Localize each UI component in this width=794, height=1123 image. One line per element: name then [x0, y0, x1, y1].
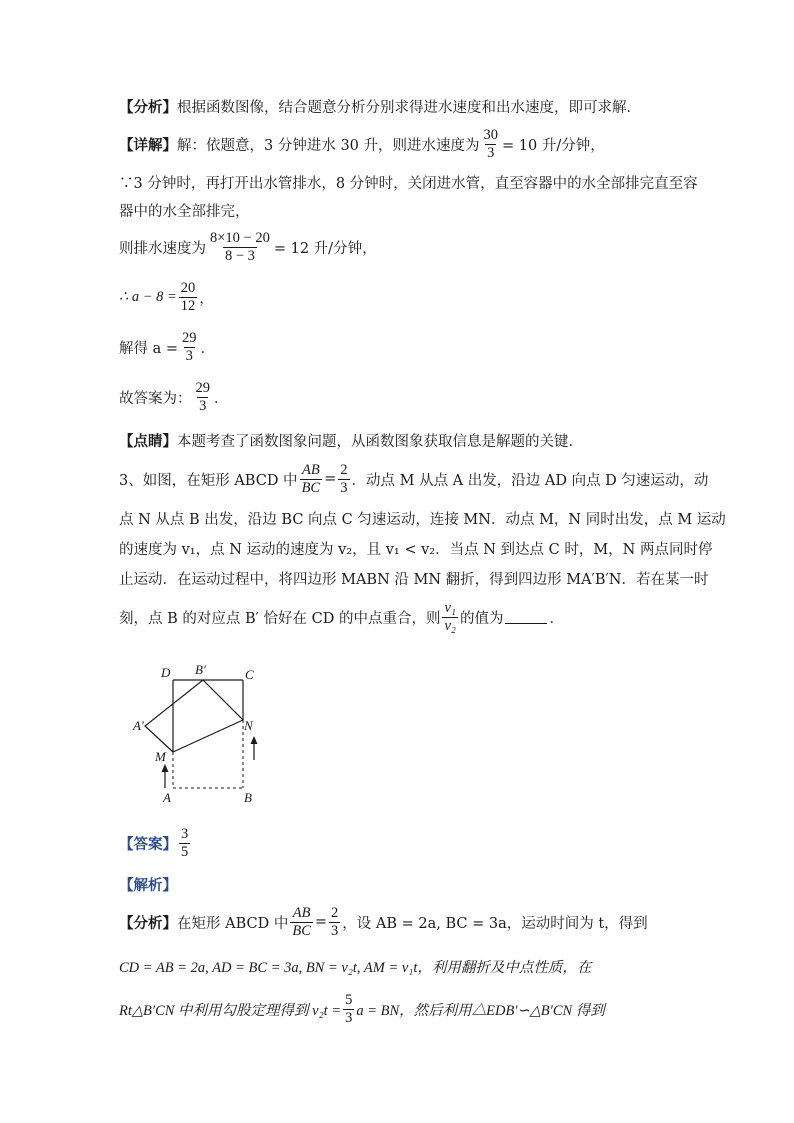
fraction-numerator: AB — [301, 462, 320, 478]
fraction-numerator: 29 — [182, 330, 197, 346]
solution-heading — [119, 874, 177, 895]
text: 解得 a = — [119, 340, 179, 357]
text: = 12 升/分钟， — [273, 240, 377, 257]
question-line — [119, 568, 709, 589]
text: ∵3 分钟时，再打开出水管排水，8 分钟时，关闭进水管，直至容器中的水全部排完直至容 — [119, 176, 698, 192]
text: 故答案为： — [119, 390, 192, 407]
label-Bprime: B′ — [195, 662, 206, 677]
fraction — [208, 230, 272, 264]
analysis-tag: 【分析】 — [119, 914, 177, 932]
geometry-figure — [125, 660, 275, 810]
answer-tag: 【答案】 — [119, 835, 177, 853]
detail-text-end: = 10 升/分钟， — [502, 137, 605, 154]
fraction-denominator: 3 — [185, 347, 193, 364]
label-C: C — [245, 667, 254, 682]
text: 的速度为 v₁，点 N 运动的速度为 v₂，且 v₁ < v₂．当点 N 到达点 C 时，M，N 两点同时停 — [119, 542, 713, 558]
fraction — [482, 127, 501, 161]
text-line — [119, 380, 229, 414]
fraction-denominator: BC — [292, 922, 311, 939]
fraction-numerator: 2 — [340, 462, 348, 478]
detail-tag: 【详解】 — [119, 136, 177, 154]
detail-line — [119, 127, 605, 161]
fraction-numerator: 3 — [181, 826, 189, 842]
label-A: A — [163, 790, 171, 805]
solution-line — [119, 992, 605, 1026]
text: 器中的水全部排完， — [119, 204, 250, 220]
text: 在矩形 ABCD 中 — [177, 915, 289, 932]
solution-line — [119, 956, 591, 977]
question-line — [119, 538, 712, 559]
text-line — [119, 330, 215, 364]
analysis-text: 根据函数图像，结合题意分析分别求得进水速度和出水速度，即可求解． — [177, 100, 641, 116]
fraction — [343, 992, 354, 1026]
fraction — [442, 600, 457, 634]
text: ∴ a − 8 = — [119, 288, 177, 305]
fraction-numerator: 29 — [195, 380, 210, 396]
fraction — [180, 330, 199, 364]
fraction-numerator: 5 — [345, 992, 353, 1008]
arrow-M-head — [162, 764, 169, 772]
question-line: 刻，点 B 的对应点 B′ 恰好在 CD 的中点重合，则 $\frac{\text{v₁}}{\text{v₂}}$ 的值为 ． — [119, 600, 564, 634]
solution-line — [119, 905, 648, 939]
fraction — [290, 905, 313, 939]
remark-tag: 【点睛】 — [119, 433, 177, 450]
fraction — [329, 905, 340, 939]
fraction-numerator: 20 — [180, 280, 196, 296]
text-line — [119, 230, 377, 264]
solution-tag: 【解析】 — [119, 877, 177, 894]
text: CD = AB = 2a, AD = BC = 3a, BN = v₂t, AM = v₁t，利用翻折及中点性质，在 — [119, 960, 592, 976]
text: = — [324, 471, 337, 488]
fraction-denominator: 3 — [331, 922, 339, 939]
fraction-denominator: 3 — [487, 144, 495, 161]
label-M: M — [155, 749, 166, 764]
fraction-numerator: 2 — [331, 905, 339, 921]
fraction-numerator: AB — [292, 905, 311, 921]
text: ， — [199, 290, 214, 307]
fraction-denominator: 8 − 3 — [224, 247, 255, 264]
fraction-denominator: 3 — [199, 397, 207, 414]
label-D: D — [161, 665, 171, 680]
answer-blank — [505, 611, 547, 624]
fraction-denominator: BC — [301, 479, 321, 496]
fraction-denominator: 3 — [340, 479, 348, 496]
text: ． — [214, 390, 229, 407]
label-B: B — [244, 790, 252, 805]
analysis-line — [119, 96, 641, 117]
text-line — [119, 200, 250, 221]
folded-quadrilateral — [145, 680, 243, 752]
question-line — [119, 462, 708, 496]
answer-line — [119, 826, 192, 860]
fraction — [338, 462, 349, 496]
fraction — [300, 462, 323, 496]
fraction-numerator: 8×10 − 20 — [210, 230, 270, 246]
fraction-denominator: 5 — [181, 843, 189, 860]
text: ．动点 M 从点 A 出发，沿边 AD 向点 D 匀速运动，动 — [351, 472, 709, 489]
text: Rt△B′CN 中利用勾股定理得到 v₂t = — [119, 1002, 342, 1019]
text: 3、如图，在矩形 ABCD 中 — [119, 472, 298, 489]
text: ． — [200, 340, 216, 357]
text: = — [314, 914, 328, 931]
fraction-denominator: 3 — [345, 1009, 353, 1026]
text: 点 N 从点 B 出发，沿边 BC 向点 C 匀速运动，连接 MN．动点 M，N 同时出发，点 M 运动 — [119, 512, 726, 528]
fraction — [194, 380, 213, 414]
remark-line — [119, 430, 583, 451]
fraction — [179, 280, 198, 314]
text: 止运动．在运动过程中，将四边形 MABN 沿 MN 翻折，得到四边形 MA′B′N．若在某一时 — [119, 572, 709, 588]
fraction-denominator: v₂ — [444, 617, 456, 634]
text: 的值为 — [459, 610, 504, 627]
text-line — [119, 280, 214, 314]
text-line — [119, 172, 698, 193]
question-line — [119, 508, 726, 529]
label-N: N — [244, 718, 253, 733]
text: 刻，点 B 的对应点 B′ 恰好在 CD 的中点重合，则 — [119, 610, 441, 627]
text: a = BN，然后利用△EDB′∽△B′CN 得到 — [356, 1002, 605, 1019]
answer-fraction — [179, 826, 190, 860]
fraction-denominator: 12 — [180, 297, 196, 314]
fraction-numerator: v₁ — [444, 600, 456, 616]
fraction-numerator: 30 — [483, 127, 499, 143]
remark-text: 本题考查了函数图象问题，从函数图象获取信息是解题的关键． — [177, 434, 583, 450]
label-Aprime: A′ — [133, 718, 144, 733]
arrow-N-head — [251, 736, 258, 744]
text: ，设 AB = 2a, BC = 3a，运动时间为 t，得到 — [342, 915, 648, 932]
text: 则排水速度为 — [119, 240, 206, 257]
analysis-tag: 【分析】 — [119, 99, 177, 116]
detail-text: 解：依题意，3 分钟进水 30 升，则进水速度为 — [177, 137, 480, 154]
